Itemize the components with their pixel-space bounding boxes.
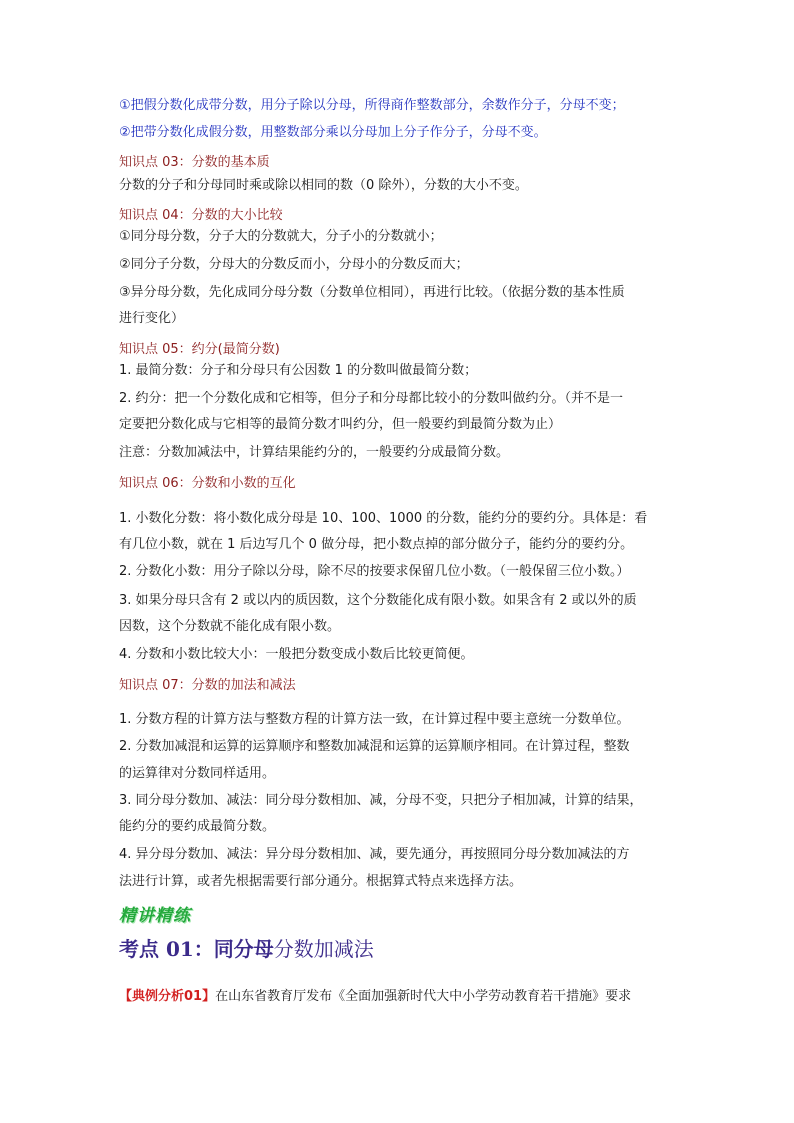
brand-title: 精讲精练 [119, 906, 191, 926]
kaodian-rest: 分数加减法 [273, 937, 374, 961]
example-tag: 【典例分析01】 [119, 989, 216, 1004]
section-heading-03: 知识点 03：分数的基本质 [119, 155, 270, 170]
section-heading-05: 知识点 05：约分(最简分数) [119, 342, 280, 357]
example-text: 在山东省教育厅发布《全面加强新时代大中小学劳动教育若干措施》要求 [215, 989, 632, 1004]
section-heading-07: 知识点 07：分数的加法和减法 [119, 678, 296, 693]
text-line: 进行变化） [119, 311, 185, 326]
text-line: ②同分子分数，分母大的分数反而小，分母小的分数反而大； [119, 257, 469, 272]
text-line: 4. 分数和小数比较大小：一般把分数变成小数后比较更简便。 [119, 647, 474, 662]
text-line: ①把假分数化成带分数，用分子除以分母，所得商作整数部分，余数作分子，分母不变； [119, 98, 625, 113]
text-line: 1. 小数化分数：将小数化成分母是 10、100、1000 的分数，能约分的要约分。具体是：看 [119, 511, 648, 526]
text-line: 4. 异分母分数加、减法：异分母分数相加、减，要先通分，再按照同分母分数加减法的方 [119, 847, 630, 862]
text-line: 分数的分子和分母同时乘或除以相同的数（0 除外），分数的大小不变。 [119, 178, 528, 193]
text-line: 有几位小数，就在 1 后边写几个 0 做分母，把小数点掉的部分做分子，能约分的要约分。 [119, 537, 634, 552]
text-line: 3. 如果分母只含有 2 或以内的质因数，这个分数能化成有限小数。如果含有 2 或以外的质 [119, 593, 637, 608]
text-line: 定要把分数化成与它相等的最简分数才叫约分，但一般要约到最简分数为止） [119, 417, 562, 432]
section-heading-04: 知识点 04：分数的大小比较 [119, 208, 283, 223]
text-line: 的运算律对分数同样适用。 [119, 766, 276, 781]
text-line: 能约分的要约成最简分数。 [119, 819, 276, 834]
text-line: 1. 最简分数：分子和分母只有公因数 1 的分数叫做最简分数； [119, 363, 478, 378]
text-line: ②把带分数化成假分数，用整数部分乘以分母加上分子作分子，分母不变。 [119, 125, 547, 140]
section-heading-06: 知识点 06：分数和小数的互化 [119, 476, 296, 491]
text-line: 2. 约分：把一个分数化成和它相等，但分子和分母都比较小的分数叫做约分。（并不是一 [119, 391, 624, 406]
text-line: 1. 分数方程的计算方法与整数方程的计算方法一致，在计算过程中要主意统一分数单位。 [119, 712, 630, 727]
example-paragraph [119, 985, 631, 1004]
text-line: 2. 分数化小数：用分子除以分母，除不尽的按要求保留几位小数。（一般保留三位小数。） [119, 564, 630, 579]
text-line: 因数，这个分数就不能化成有限小数。 [119, 619, 341, 634]
text-line: 法进行计算，或者先根据需要行部分通分。根据算式特点来选择方法。 [119, 874, 523, 889]
text-line: 2. 分数加减混和运算的运算顺序和整数加减混和运算的运算顺序相同。在计算过程，整数 [119, 739, 630, 754]
text-line: ①同分母分数，分子大的分数就大，分子小的分数就小； [119, 229, 443, 244]
kaodian-prefix: 考点 01：同分母 [119, 937, 274, 961]
kaodian-title [119, 933, 374, 962]
text-line: 注意：分数加减法中，计算结果能约分的，一般要约分成最简分数。 [119, 445, 510, 460]
text-line: ③异分母分数，先化成同分母分数（分数单位相同），再进行比较。（依据分数的基本性质 [119, 285, 625, 300]
text-line: 3. 同分母分数加、减法：同分母分数相加、减，分母不变，只把分子相加减，计算的结果， [119, 793, 643, 808]
